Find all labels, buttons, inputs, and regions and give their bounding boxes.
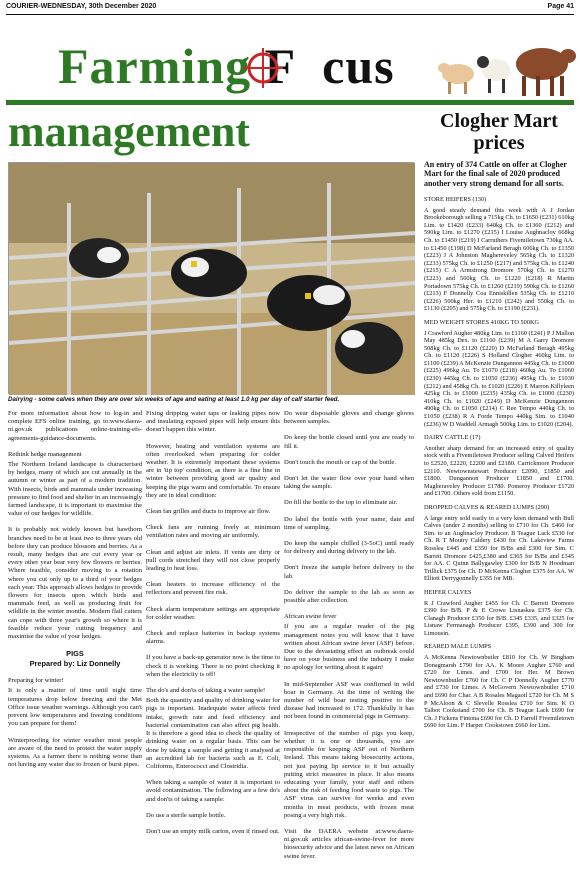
article-column-3 bbox=[284, 410, 414, 869]
farm-animals-illustration bbox=[436, 34, 576, 100]
article-column-2 bbox=[146, 410, 280, 844]
paragraph: Do deliver the sample to the lab as soon as possible after collection. bbox=[284, 588, 414, 605]
paragraph: In mid-September ASF was confirmed in wild boar in Germany. At the time of writing the number of wild boar testing positive to the disease had increased to 172. Thankfully it has not been found in commercial pigs in Germany. bbox=[284, 680, 414, 721]
pigs-byline: Prepared by: Liz Donnelly bbox=[29, 659, 121, 669]
paragraph: Do label the bottle with your name, date and time of sampling. bbox=[284, 515, 414, 531]
subheading: The do's and don'ts of taking a water sample! bbox=[146, 687, 266, 695]
paragraph: It is probably not widely known but hawthorn branches need to be at least two to three years old before they can produce blossom and berries. As a result, many hedges that are cut every year or every other year bear very few flowers or berries. Where feasible, consider moving to a rotation where you cut only up to a third of your hedges each year. This approach allows hedges to provide flowers for insects upon which birds and mammals feed, as well as producing fruit for wildlife in the winter months. Modern flail cutters can cope with three year's growth so where it is feasible reduce your cutting frequency and maximise the value of your hedges. bbox=[8, 526, 142, 641]
paragraph: Clean fan grilles and ducts to improve air flow. bbox=[146, 508, 271, 516]
paragraph: Don't freeze the sample before delivery to the lab. bbox=[284, 564, 414, 580]
section-title-focus: cus bbox=[322, 38, 395, 94]
paragraph: Visit the DAERA website at:www.daera-ni.gov.uk articles african-swine-fever for more biosecurity advice and the latest news on African swine fever. bbox=[284, 827, 414, 860]
paragraph: The Northern Ireland landscape is characterised by hedges, many of which are cut annually in the autumn or winter as part of a modern tradition. With insects, birds and mammals under increasing pressure to find food and shelter in an increasingly farmed landscape, it is important to maximise the value of our hedges for wildlife. bbox=[8, 461, 142, 518]
paragraph: Check and replace batteries in backup systems alarms. bbox=[146, 630, 280, 646]
paragraph: If you have a back-up generator now is the time to check it is working. There is no point checking it when the electricity is off! bbox=[146, 654, 280, 678]
subheading: Rethink hedge management bbox=[8, 450, 82, 458]
section-title: MED WEIGHT STORES 410KG TO 500KG bbox=[424, 318, 540, 326]
paragraph: For more information about how to log-in and complete EFS online training, go to:www.daera-ni.gov.uk publications online-training-efs-agreements-guidance-documents. bbox=[8, 410, 142, 442]
pigs-title: PIGS bbox=[66, 649, 84, 659]
paragraph: Check alarm temperature settings are appropriate for colder weather. bbox=[146, 605, 280, 621]
section-title: DAIRY CATTLE (17) bbox=[424, 434, 481, 442]
section-title: HEIFER CALVES bbox=[424, 588, 472, 596]
pigs-section-heading bbox=[8, 649, 142, 669]
article-column-1 bbox=[8, 410, 142, 777]
paragraph: Don't use an empty milk carton, even if rinsed out. bbox=[146, 827, 280, 835]
paragraph: However, heating and ventilation systems are often overlooked when preparing for colder weather. It is extremely important these systems are in 'tip top' condition, as there is a fine line in winter between providing good air quality and keeping the pigs warm and comfortable. To ensure they are in ideal condition: bbox=[146, 442, 280, 499]
paragraph: Do keep the bottle closed until you are ready to fill it. bbox=[284, 434, 414, 450]
section-title-farming: Farming bbox=[58, 38, 252, 94]
paragraph: If you are a regular reader of the pig management notes you will know that I have written about African swine fever (ASF) before. Due to the devastating effect an outbreak could have on your business and the industry I make no apology for writing about it again! bbox=[284, 623, 414, 672]
paragraph: Fixing dripping water taps or leaking pipes now and insulating exposed pipes will help ensure this doesn't happen this winter. bbox=[146, 410, 280, 434]
paragraph: Do use a sterile sample bottle. bbox=[146, 811, 226, 819]
paragraph: It is only a matter of time until night time temperatures drop below freezing and the Met Office issue weather warnings. Although you can't prevent low temperatures and freezing conditions you can prepare for them! bbox=[8, 687, 142, 728]
subheading: Preparing for winter! bbox=[8, 677, 64, 685]
section-text: R J Crawford Augher £455 for Ch. C Barrett Dromore £390 for B/B. P & E Crowe Lisnaskea £375 for Ch. Clanagh Producer £350 for B/B. £345 £335, and £325 for Lisnaw Fermanagh Producer £395, £390 and 300 for Limousin. bbox=[424, 599, 574, 637]
banner-rule bbox=[6, 100, 574, 105]
section-title: STORE HEIFERS (130) bbox=[424, 196, 487, 203]
paragraph: Do fill the bottle to the top to eliminate air. bbox=[284, 499, 398, 507]
paragraph: Both the quantity and quality of drinking water for pigs is important. Inadequate water affects feed intake, growth rate and feed efficiency and bacterial contamination can also affect pig health. It is therefore a good idea to check the quality of drinking water on a regular basis. This can be done by taking a sample and getting it analysed at an accredited lab for bacteria such as E. Coli, Coliforms, Enterococci and Clostridia. bbox=[146, 697, 280, 770]
subheading: African swine fever bbox=[284, 613, 337, 621]
paragraph: Do wear disposable gloves and change gloves between samples. bbox=[284, 410, 414, 426]
section-text: A large entry sold easily to a very keen demand with Bull Calves (under 2 months) selling to £710 for Ch. £460 for Sim. to an Aughnacloy Producer. B Teague Lack £530 for Ch. R T Moutry Caldery £430 for Ch. Lakeview Farms Rosslea £445 and £350 for B/Bs and £300 for Sim. C Barrett Dromore £425,£380 and £365 for B/Bs and £345 for AA. C Quinn Ballygawley £300 for B/B N Hoodman Trillick £375 for Ch. D McKenna Clogher £375 for AA. W Elliott Derrygonnelly £355 for MB. bbox=[424, 514, 574, 583]
article-headline: management bbox=[8, 107, 250, 156]
paragraph: When taking a sample of water it is important to avoid contamination. The following are a few do's and don'ts of taking a sample: bbox=[146, 779, 280, 803]
photo-caption: Dairying - some calves when they are over six weeks of age and eating at least 1.0 kg per day of calf starter feed. bbox=[8, 396, 340, 403]
paragraph: Winterproofing for winter weather most people are aware of the need to protect the water supply systems. As a farmer there is nothing worse than not having any water due to frozen or burst pipes. bbox=[8, 736, 142, 769]
section-title bbox=[58, 38, 395, 94]
sidebar-intro: An entry of 374 Cattle on offer at Clogher Mart for the final sale of 2020 produced another very strong demand for all sorts. bbox=[424, 160, 567, 188]
paragraph: Clean and adjust air inlets. If vents are dirty or pull cords stretched they will not close properly leading to heat loss. bbox=[146, 548, 280, 573]
section-title: REARED MALE LUMPS bbox=[424, 643, 492, 651]
sidebar-prices-column bbox=[424, 196, 574, 736]
crosshair-icon bbox=[241, 46, 285, 90]
page-number: Page 41 bbox=[547, 3, 574, 10]
paragraph: Don't let the water flow over your hand when taking the sample. bbox=[284, 475, 414, 491]
section-text: A good steady demand this week with A J Jordan Brookeborough selling a 715kg Ch. to £1650 (£231) 610kg Lim. to £1420 (£233) 640kg Ch. to £1360 (£212) and 590kg Lim. to £1270 (£215) I Louise Aughnacloy 668kg Ch. to £1450 (£219) I Carruthers Fivemiletown 730kg AA. to £1450 (£198) D McFarland Beragh 606kg Ch. to £1350 (£223) J A Johnston Maghereveley 565kg Ch. to £1320 (£233) 575kg Ch. to £1250 (£217) and 575kg Ch. to £1240 (£215) C A Armstrong Dromore 570kg Ch. to £1270 (£223) and 560kg Ch. to £1220 (£218) R Martin Portadown 575kg Ch. to £1260 (£219) 590kg Ch. to £1260 (£213) F Donnelly Coa Enniskillen 535kg Ch. to £1210 (£226) 500kg Her. to £1210 (£242) and 550kg Ch. to £1130 (£205) and 575kg Ch. to £1190 (£231). bbox=[424, 206, 574, 313]
section-title-f: F bbox=[264, 38, 297, 94]
calves-photo bbox=[8, 162, 414, 394]
section-banner bbox=[6, 16, 574, 108]
paragraph: Do keep the sample chilled (3-5oC) until ready for delivery and during delivery to the lab. bbox=[284, 540, 414, 556]
section-text: J Crawford Augher 480kg Lim. to £1160 (£241) P J Mallon May 485kg Dex. to £1160 (£239) M A Garry Dromore 508kg Ch. to £1120 (£220) D McFarland Beragh 495kg Ch. to £1120 (£226) S Holland Clogher 460kg Lim. to £1100 (£239) A McKenzie Dungannon 445kg Ch. to £1000 (£225) 496kg Au. To £1070 (£218) 460kg Au. To £1060 (£230) 445kg Ch. to £1050 (£236) 495kg Ch. to £1030 (£212) and 458kg Ch. to £1020 (£226) E Marron Killyleen 425kg Ch. to £1000 (£235) 435kg Ch. to £1000 (£230) 410kg Ch. to £1020 (£249) D McKenzie Dungannon 490kg Ch. to £1050 (£214) C Ree Tempo 440kg Ch. to £1050 (£238) R A Forde Tempo 440kg Sim. to £1040 (£236) W D Waddell Armagh 500kg Lim. to £1020 (£204). bbox=[424, 329, 574, 428]
sidebar-headline: Clogher Mart prices bbox=[440, 110, 558, 154]
section-title-o bbox=[296, 38, 322, 94]
section-text: A McKenna Newtownbutler £810 for Ch. W Bingham Donagmarsh £790 for AA. K Moore Augher £760 and £720 for Limes. and £700 for Her. M Brown Newtownbutler £760 for Ch. C P Donnelly Augher £770 and £730 for Limes. A McGovern Newtownbutler £710 and £690 for Char. A B Rosales Magaoil £720 for Ch. M S P McAloon & C Slevelle Rosslea £710 for Sim. K O Talbot Cookstand £700 for Ch. B Teague Lack £690 for Ch. J Fickens Fintona £690 for Ch. D Farrell Fivemiletown £690 for Lim. F Harper Cookstown £660 for Lim. bbox=[424, 654, 574, 730]
paragraph: Check fans are running freely at minimum ventilation rates and moving air uniformly. bbox=[146, 524, 280, 540]
dateline: COURIER-WEDNESDAY, 30th December 2020 bbox=[6, 3, 157, 10]
paragraph: Clean heaters to increase efficiency of the reflectors and prevent fire risk. bbox=[146, 581, 280, 597]
section-text: Another sharp demand for an increased entry of quality stock with a Fivemiletown Producer selling Calved Heifers to £2520, £2220, £2200 and £2180. Carrickmore Producer £2110. Newtownstewart Producer £2090, £1850 and £1800. Dungannon Producer £1850 and £1700. Magheraveley Producer £1780. Pomeroy Producer £1720 and £1700. Others sold from £1150. bbox=[424, 444, 574, 498]
paragraph: Irrespective of the number of pigs you keep, whether it is one or thousands, you are responsible for keeping ASF out of Northern Ireland. This means taking biosecurity actions, not just paying lip service to it but actually putting strict measures in place. It also means educating your family, your staff and others about the risk of feeding food waste to pigs. The ASF virus can survive for weeks and even months in meat products, with frozen meat posing a very high risk. bbox=[284, 729, 414, 819]
paragraph: Don't touch the mouth or cap of the bottle. bbox=[284, 458, 396, 466]
section-title: DROPPED CALVES & REARED LUMPS (290) bbox=[424, 503, 550, 511]
calves-pen-image bbox=[9, 163, 415, 395]
page-header-strip bbox=[6, 3, 574, 15]
